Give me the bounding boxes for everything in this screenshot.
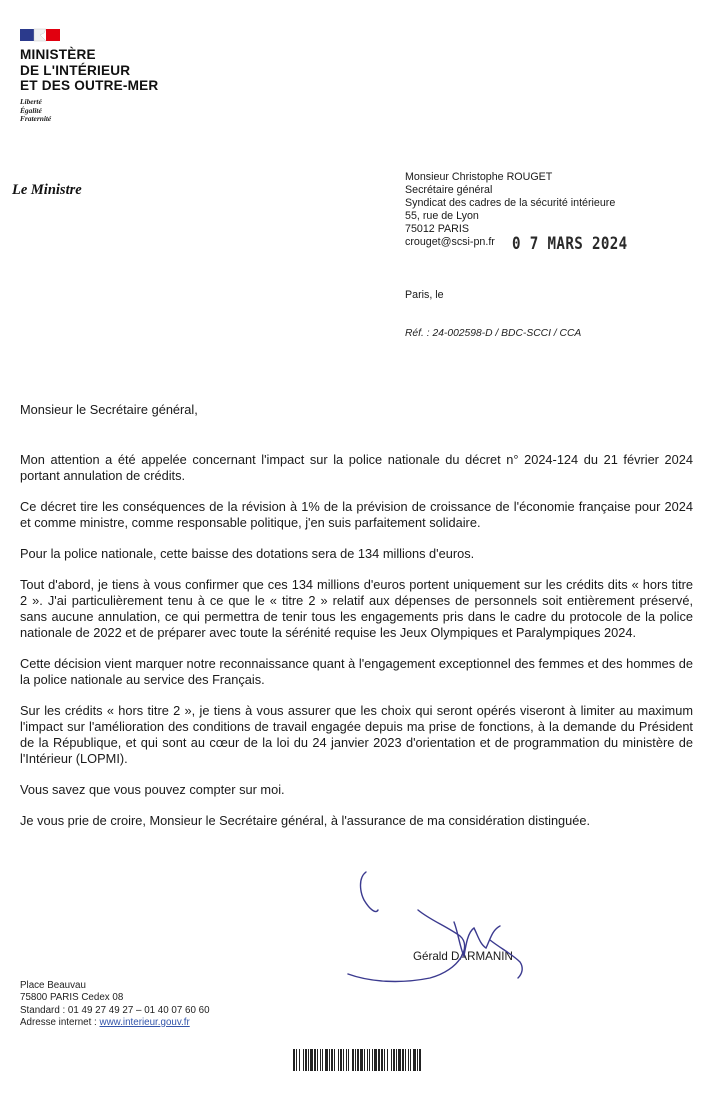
body-paragraph: Cette décision vient marquer notre reconnaissance quant à l'engagement exceptionnel des femmes et des hommes de la police nationale au service des Français. xyxy=(20,656,693,687)
body-paragraph: Vous savez que vous pouvez compter sur moi. xyxy=(20,782,285,797)
barcode-bar xyxy=(378,1049,380,1071)
barcode-bar xyxy=(384,1049,385,1071)
barcode-bar xyxy=(296,1049,297,1071)
recipient-line: Monsieur Christophe ROUGET xyxy=(405,171,553,183)
date-stamp: 0 7 MARS 2024 xyxy=(512,234,628,253)
recipient-line: Syndicat des cadres de la sécurité intérieure xyxy=(405,197,616,210)
barcode-bar xyxy=(317,1049,318,1071)
barcode-bar xyxy=(396,1049,397,1071)
footer-web-label: Adresse internet : xyxy=(20,1016,100,1028)
website-link[interactable]: www.interieur.gouv.fr xyxy=(99,1016,190,1028)
barcode-bar xyxy=(338,1049,339,1071)
barcode-bar xyxy=(293,1049,295,1071)
barcode-bar xyxy=(314,1049,316,1071)
recipient-line: 55, rue de Lyon xyxy=(405,210,479,223)
body-paragraph: Ce décret tire les conséquences de la révision à 1% de la prévision de croissance de l'économie française pour 2024 et comme ministre, comme responsable politique, j'en suis parfaitement solidaire. xyxy=(20,499,693,530)
barcode-bar xyxy=(340,1049,342,1071)
footer-web xyxy=(20,1017,210,1029)
barcode-bar xyxy=(357,1049,359,1071)
motto-line: Égalité xyxy=(20,105,42,115)
barcode-bar xyxy=(355,1049,356,1071)
closing-formula: Je vous prie de croire, Monsieur le Secrétaire général, à l'assurance de ma considération distinguée. xyxy=(20,813,591,828)
barcode-bar xyxy=(387,1049,388,1071)
barcode-bar xyxy=(374,1049,377,1071)
ministry-line: MINISTÈRE xyxy=(20,47,96,62)
footer-line: 75800 PARIS Cedex 08 xyxy=(20,992,124,1004)
barcode-bar xyxy=(329,1049,330,1071)
barcode-bar xyxy=(299,1049,300,1071)
barcode-bar xyxy=(408,1049,409,1071)
signatory-name: Gérald DARMANIN xyxy=(413,950,513,963)
barcode-bar xyxy=(303,1049,304,1071)
barcode-bar xyxy=(364,1049,365,1071)
sender-title: Le Ministre xyxy=(12,182,82,198)
barcode-bar xyxy=(367,1049,368,1071)
barcode-bar xyxy=(417,1049,418,1071)
barcode-bar xyxy=(308,1049,309,1071)
recipient-line: 75012 PARIS xyxy=(405,223,469,236)
barcode-bar xyxy=(343,1049,344,1071)
motto-line: Fraternité xyxy=(20,114,52,124)
barcode-bar xyxy=(305,1049,307,1071)
barcode-bar xyxy=(393,1049,395,1071)
ministry-name xyxy=(20,47,158,94)
barcode-bar xyxy=(310,1049,313,1071)
letter-body xyxy=(20,452,693,844)
barcode-bar xyxy=(334,1049,335,1071)
marianne-flag-logo xyxy=(20,28,60,42)
barcode-bar xyxy=(413,1049,416,1071)
barcode-bar xyxy=(331,1049,333,1071)
barcode-bar xyxy=(348,1049,349,1071)
recipient-email: crouget@scsi-pn.fr xyxy=(405,236,495,249)
footer-line: Standard : 01 49 27 49 27 – 01 40 07 60 60 xyxy=(20,1004,210,1016)
place-date: Paris, le xyxy=(405,289,444,301)
salutation: Monsieur le Secrétaire général, xyxy=(20,402,198,417)
barcode-bar xyxy=(381,1049,383,1071)
body-paragraph: Tout d'abord, je tiens à vous confirmer que ces 134 millions d'euros portent uniquement sur les crédits dits « hors titre 2 ». J'ai particulièrement tenu à ce que le « titre 2 » relatif aux dépenses de personnels soit entièrement préservé, sans aucune annulation, ce qui permettra de tenir tous les engagements pris dans le cadre du protocole de la police nationale de 2022 et de préparer avec toute la sérénité requise les Jeux Olympiques et Paralympiques 2024. xyxy=(20,577,693,640)
barcode-bar xyxy=(322,1049,323,1071)
ministry-line: ET DES OUTRE-MER xyxy=(20,78,159,93)
barcode-bar xyxy=(320,1049,321,1071)
body-paragraph: Mon attention a été appelée concernant l'impact sur la police nationale du décret n° 2024-124 du 21 février 2024 portant annulation de crédits. xyxy=(20,452,693,483)
barcode-bar xyxy=(402,1049,404,1071)
barcode-bar xyxy=(360,1049,363,1071)
barcode-bar xyxy=(346,1049,347,1071)
barcode-bar xyxy=(369,1049,370,1071)
motto-line: Liberté xyxy=(20,97,42,106)
body-paragraph: Pour la police nationale, cette baisse des dotations sera de 134 millions d'euros. xyxy=(20,546,475,561)
barcode-bar xyxy=(398,1049,401,1071)
barcode-bar xyxy=(352,1049,354,1071)
reference-number: Réf. : 24-002598-D / BDC-SCCI / CCA xyxy=(405,328,582,339)
barcode xyxy=(293,1049,423,1071)
barcode-bar xyxy=(410,1049,411,1071)
barcode-bar xyxy=(325,1049,328,1071)
recipient-line: Secrétaire général xyxy=(405,184,493,197)
handwritten-signature xyxy=(340,870,560,990)
barcode-bar xyxy=(419,1049,421,1071)
republic-motto xyxy=(20,98,51,124)
footer-line: Place Beauvau xyxy=(20,980,86,991)
body-paragraph: Sur les crédits « hors titre 2 », je tiens à vous assurer que les choix qui seront opérés viseront à limiter au maximum l'impact sur l'amélioration des conditions de travail engagée depuis ma prise de fonctions, à la demande du Président de la République, et qui sont au cœur de la loi du 24 janvier 2023 d'orientation et de programmation du ministère de l'Intérieur (LOPMI). xyxy=(20,703,693,766)
barcode-bar xyxy=(405,1049,406,1071)
barcode-bar xyxy=(391,1049,392,1071)
footer-address xyxy=(20,980,210,1029)
barcode-bar xyxy=(372,1049,373,1071)
ministry-line: DE L'INTÉRIEUR xyxy=(20,62,131,78)
